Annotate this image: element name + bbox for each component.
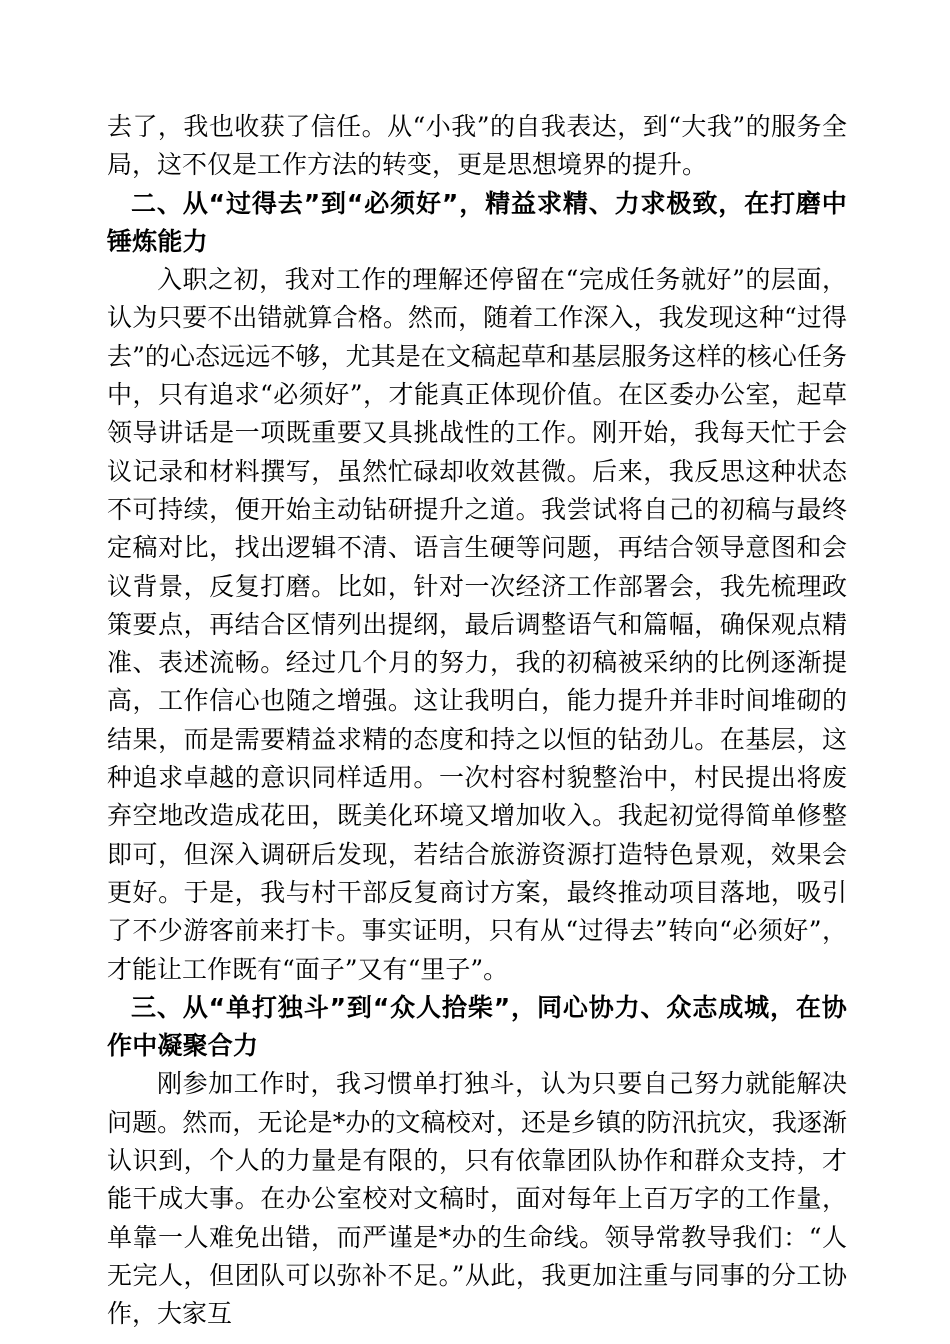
document-page — [107, 108, 847, 1334]
paragraph-continued: 去了，我也收获了信任。从“小我”的自我表达，到“大我”的服务全局，这不仅是工作方法的转变，更是思想境界的提升。 — [107, 112, 847, 180]
section-heading-2: 二、从“过得去”到“必须好”，精益求精、力求极致，在打磨中锤炼能力 — [107, 188, 847, 256]
paragraph-section-2: 入职之初，我对工作的理解还停留在“完成任务就好”的层面，认为只要不出错就算合格。然而，随着工作深入，我发现这种“过得去”的心态远远不够，尤其是在文稿起草和基层服务这样的核心任务中，只有追求“必须好”，才能真正体现价值。在区委办公室，起草领导讲话是一项既重要又具挑战性的工作。刚开始，我每天忙于会议记录和材料撰写，虽然忙碌却收效甚微。后来，我反思这种状态不可持续，便开始主动钻研提升之道。我尝试将自己的初稿与最终定稿对比，找出逻辑不清、语言生硬等问题，再结合领导意图和会议背景，反复打磨。比如，针对一次经济工作部署会，我先梳理政策要点，再结合区情列出提纲，最后调整语气和篇幅，确保观点精准、表述流畅。经过几个月的努力，我的初稿被采纳的比例逐渐提高，工作信心也随之增强。这让我明白，能力提升并非时间堆砌的结果，而是需要精益求精的态度和持之以恒的钻劲儿。在基层，这种追求卓越的意识同样适用。一次村容村貌整治中，村民提出将废弃空地改造成花田，既美化环境又增加收入。我起初觉得简单修整即可，但深入调研后发现，若结合旅游资源打造特色景观，效果会更好。于是，我与村干部反复商讨方案，最终推动项目落地，吸引了不少游客前来打卡。事实证明，只有从“过得去”转向“必须好”，才能让工作既有“面子”又有“里子”。 — [107, 265, 847, 984]
paragraph-section-3: 刚参加工作时，我习惯单打独斗，认为只要自己努力就能解决问题。然而，无论是*办的文稿校对，还是乡镇的防汛抗灾，我逐渐认识到，个人的力量是有限的，只有依靠团队协作和群众支持，才能干成大事。在办公室校对文稿时，面对每年上百万字的工作量，单靠一人难免出错，而严谨是*办的生命线。领导常教导我们：“人无完人，但团队可以弥补不足。”从此，我更加注重与同事的分工协作，大家互 — [107, 1069, 847, 1329]
section-heading-3: 三、从“单打独斗”到“众人拾柴”，同心协力、众志成城，在协作中凝聚合力 — [107, 992, 847, 1061]
